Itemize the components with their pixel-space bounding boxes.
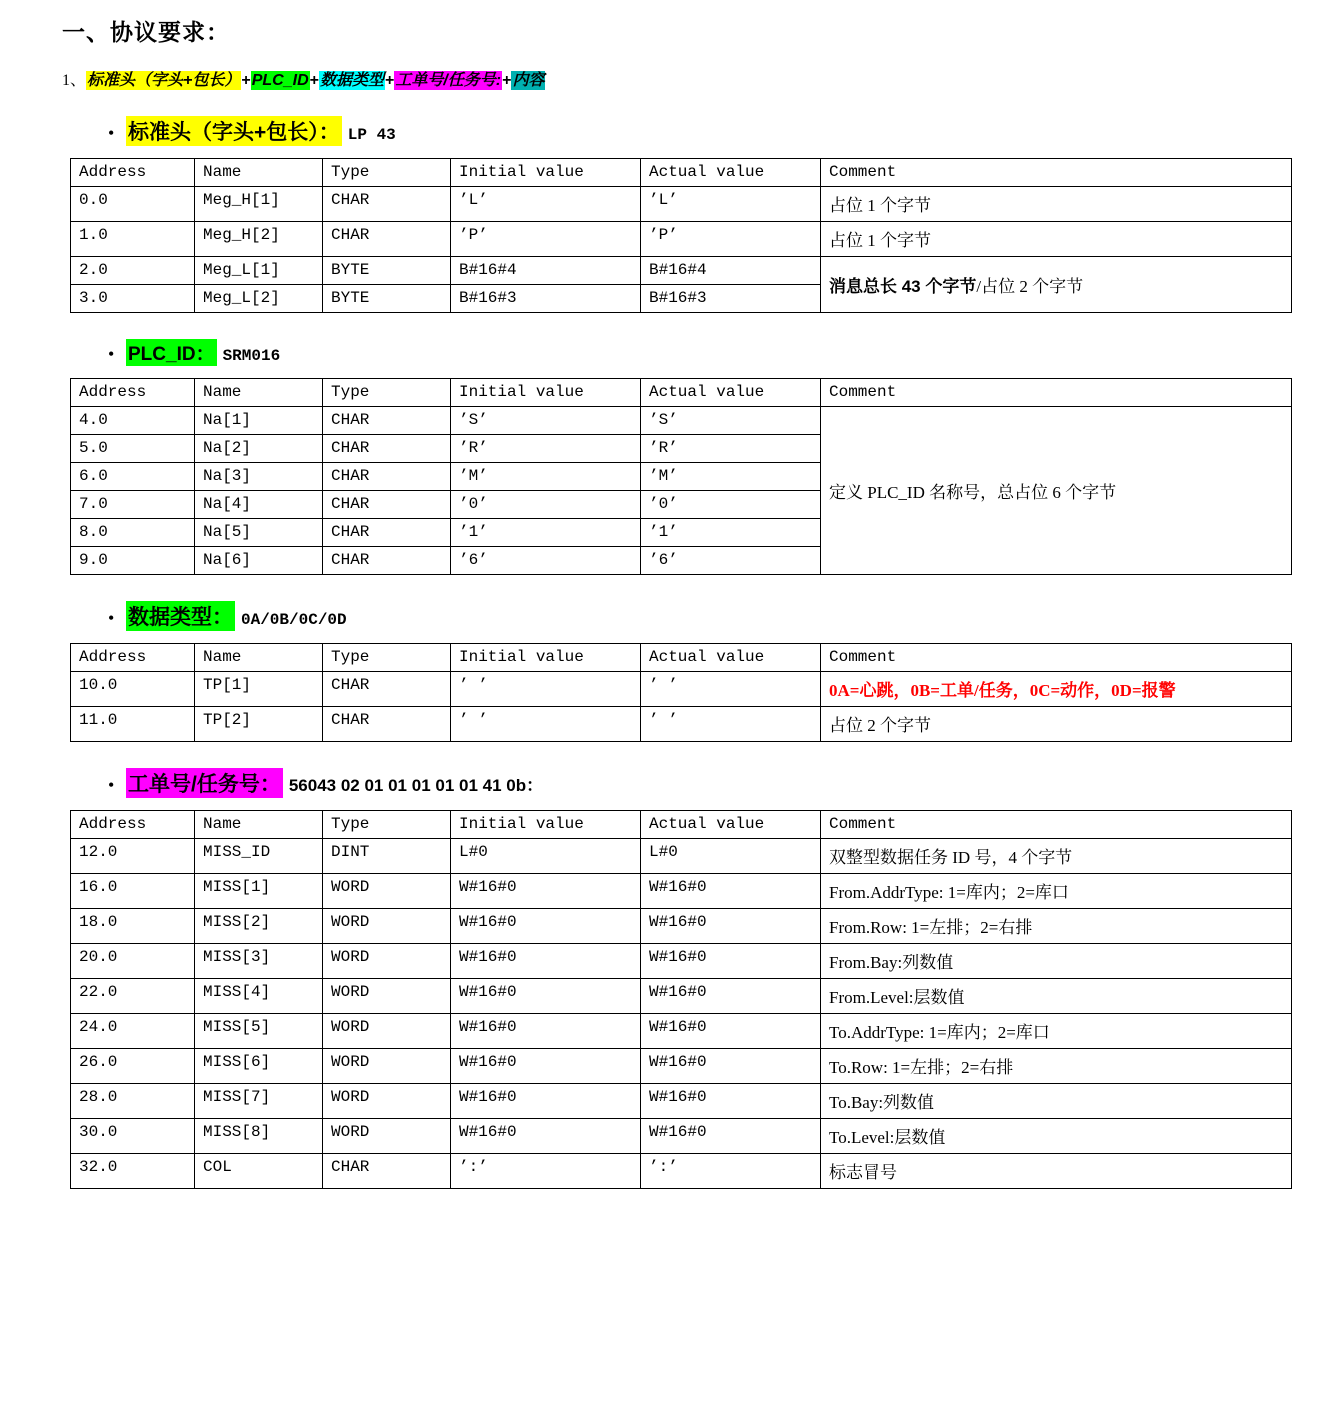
cell-comment: 占位 1 个字节 [821, 187, 1292, 222]
cell-initial-value: ’ ’ [451, 707, 641, 742]
cell-actual-value: ’M’ [641, 463, 821, 491]
cell-initial-value: ’0’ [451, 491, 641, 519]
cell-name: Meg_H[2] [195, 222, 323, 257]
section-heading [108, 116, 1292, 146]
cell-address: 8.0 [71, 519, 195, 547]
cell-name: MISS[6] [195, 1049, 323, 1084]
cell-actual-value: ’6’ [641, 547, 821, 575]
formula-parts [86, 70, 545, 89]
section-value: SRM016 [222, 347, 281, 365]
cell-address: 28.0 [71, 1084, 195, 1119]
formula-segment: 工单号/任务号: [395, 72, 502, 89]
cell-actual-value: ’1’ [641, 519, 821, 547]
column-header: Name [195, 811, 323, 839]
cell-address: 3.0 [71, 285, 195, 313]
cell-type: CHAR [323, 187, 451, 222]
column-header: Name [195, 159, 323, 187]
table-row [71, 1154, 1292, 1189]
table-row [71, 1119, 1292, 1154]
section-title: 数据类型： [126, 601, 235, 631]
table-row [71, 944, 1292, 979]
cell-name: Na[2] [195, 435, 323, 463]
cell-type: CHAR [323, 547, 451, 575]
column-header: Type [323, 379, 451, 407]
protocol-formula [62, 67, 1292, 90]
cell-type: WORD [323, 874, 451, 909]
cell-actual-value: W#16#0 [641, 874, 821, 909]
column-header: Actual value [641, 159, 821, 187]
section-title: 标准头（字头+包长）： [126, 116, 342, 146]
table-header-row [71, 379, 1292, 407]
cell-type: CHAR [323, 463, 451, 491]
cell-address: 18.0 [71, 909, 195, 944]
cell-initial-value: ’R’ [451, 435, 641, 463]
column-header: Address [71, 644, 195, 672]
column-header: Comment [821, 644, 1292, 672]
cell-actual-value: W#16#0 [641, 944, 821, 979]
cell-address: 7.0 [71, 491, 195, 519]
cell-initial-value: ’:’ [451, 1154, 641, 1189]
cell-name: MISS[1] [195, 874, 323, 909]
cell-address: 10.0 [71, 672, 195, 707]
cell-comment: To.Row: 1=左排；2=右排 [821, 1049, 1292, 1084]
table-row [71, 909, 1292, 944]
column-header: Initial value [451, 811, 641, 839]
cell-comment: 定义 PLC_ID 名称号，总占位 6 个字节 [821, 407, 1292, 575]
cell-name: MISS[5] [195, 1014, 323, 1049]
cell-type: CHAR [323, 222, 451, 257]
bullet-icon: • [108, 123, 115, 143]
cell-address: 4.0 [71, 407, 195, 435]
cell-actual-value: B#16#3 [641, 285, 821, 313]
cell-initial-value: W#16#0 [451, 944, 641, 979]
cell-name: COL [195, 1154, 323, 1189]
column-header: Name [195, 379, 323, 407]
column-header: Comment [821, 159, 1292, 187]
cell-address: 22.0 [71, 979, 195, 1014]
page-title: 一、协议要求： [62, 19, 230, 45]
cell-name: TP[2] [195, 707, 323, 742]
cell-actual-value: W#16#0 [641, 1014, 821, 1049]
formula-segment: 标准头（字头+包长） [87, 72, 241, 89]
column-header: Address [71, 159, 195, 187]
column-header: Initial value [451, 644, 641, 672]
cell-actual-value: W#16#0 [641, 979, 821, 1014]
cell-name: Meg_H[1] [195, 187, 323, 222]
cell-name: MISS[4] [195, 979, 323, 1014]
cell-actual-value: ’R’ [641, 435, 821, 463]
column-header: Actual value [641, 379, 821, 407]
section-heading [108, 601, 1292, 631]
cell-actual-value: ’P’ [641, 222, 821, 257]
cell-address: 2.0 [71, 257, 195, 285]
cell-address: 26.0 [71, 1049, 195, 1084]
column-header: Actual value [641, 811, 821, 839]
cell-type: CHAR [323, 707, 451, 742]
cell-initial-value: B#16#3 [451, 285, 641, 313]
column-header: Comment [821, 379, 1292, 407]
cell-comment: 占位 1 个字节 [821, 222, 1292, 257]
formula-segment: 数据类型 [319, 72, 384, 89]
cell-type: CHAR [323, 435, 451, 463]
formula-plus: + [309, 72, 319, 89]
formula-plus: + [241, 72, 251, 89]
cell-initial-value: ’P’ [451, 222, 641, 257]
cell-initial-value: W#16#0 [451, 979, 641, 1014]
cell-name: Na[4] [195, 491, 323, 519]
data-block-table [70, 378, 1292, 575]
cell-actual-value: ’ ’ [641, 707, 821, 742]
cell-type: CHAR [323, 1154, 451, 1189]
formula-plus: + [502, 72, 512, 89]
cell-actual-value: W#16#0 [641, 1084, 821, 1119]
table-row [71, 979, 1292, 1014]
cell-type: BYTE [323, 257, 451, 285]
sections-root [62, 116, 1292, 1189]
cell-comment: From.Row: 1=左排；2=右排 [821, 909, 1292, 944]
table-row [71, 707, 1292, 742]
formula-index: 1、 [62, 72, 87, 89]
cell-type: WORD [323, 979, 451, 1014]
cell-address: 16.0 [71, 874, 195, 909]
cell-initial-value: ’6’ [451, 547, 641, 575]
cell-comment: 标志冒号 [821, 1154, 1292, 1189]
cell-name: Na[6] [195, 547, 323, 575]
cell-name: MISS[8] [195, 1119, 323, 1154]
cell-comment: 占位 2 个字节 [821, 707, 1292, 742]
cell-name: Meg_L[2] [195, 285, 323, 313]
cell-name: MISS[3] [195, 944, 323, 979]
cell-type: WORD [323, 1049, 451, 1084]
cell-initial-value: ’S’ [451, 407, 641, 435]
table-row [71, 874, 1292, 909]
bullet-icon: • [108, 344, 115, 364]
bullet-icon: • [108, 775, 115, 795]
cell-address: 1.0 [71, 222, 195, 257]
table-row [71, 1014, 1292, 1049]
cell-comment: To.Bay:列数值 [821, 1084, 1292, 1119]
cell-type: WORD [323, 909, 451, 944]
cell-initial-value: W#16#0 [451, 1049, 641, 1084]
section-heading [108, 339, 1292, 366]
cell-initial-value: W#16#0 [451, 1119, 641, 1154]
cell-address: 11.0 [71, 707, 195, 742]
cell-address: 5.0 [71, 435, 195, 463]
bullet-icon: • [108, 608, 115, 628]
cell-address: 30.0 [71, 1119, 195, 1154]
table-row [71, 1049, 1292, 1084]
cell-name: MISS_ID [195, 839, 323, 874]
cell-initial-value: W#16#0 [451, 1084, 641, 1119]
table-row [71, 1084, 1292, 1119]
table-header-row [71, 811, 1292, 839]
column-header: Name [195, 644, 323, 672]
cell-type: CHAR [323, 672, 451, 707]
cell-address: 24.0 [71, 1014, 195, 1049]
cell-initial-value: W#16#0 [451, 1014, 641, 1049]
table-row [71, 672, 1292, 707]
cell-type: CHAR [323, 491, 451, 519]
cell-comment: From.Level:层数值 [821, 979, 1292, 1014]
table-header-row [71, 159, 1292, 187]
cell-type: DINT [323, 839, 451, 874]
cell-initial-value: W#16#0 [451, 874, 641, 909]
section-title: 工单号/任务号： [126, 768, 283, 798]
table-row [71, 187, 1292, 222]
cell-type: WORD [323, 1084, 451, 1119]
cell-comment: From.Bay:列数值 [821, 944, 1292, 979]
cell-initial-value: ’L’ [451, 187, 641, 222]
column-header: Comment [821, 811, 1292, 839]
cell-name: TP[1] [195, 672, 323, 707]
cell-initial-value: ’1’ [451, 519, 641, 547]
column-header: Type [323, 644, 451, 672]
cell-address: 9.0 [71, 547, 195, 575]
data-block-table [70, 810, 1292, 1189]
cell-type: WORD [323, 944, 451, 979]
cell-initial-value: ’M’ [451, 463, 641, 491]
formula-segment: 内容 [512, 72, 545, 89]
cell-name: MISS[7] [195, 1084, 323, 1119]
cell-actual-value: ’0’ [641, 491, 821, 519]
cell-actual-value: W#16#0 [641, 1119, 821, 1154]
column-header: Initial value [451, 159, 641, 187]
data-block-table [70, 643, 1292, 742]
table-row [71, 257, 1292, 285]
cell-type: WORD [323, 1119, 451, 1154]
cell-comment: From.AddrType: 1=库内；2=库口 [821, 874, 1292, 909]
section-value: 56043 02 01 01 01 01 01 41 0b： [288, 776, 544, 795]
cell-type: BYTE [323, 285, 451, 313]
cell-address: 12.0 [71, 839, 195, 874]
cell-initial-value: ’ ’ [451, 672, 641, 707]
section-value: 0A/0B/0C/0D [241, 611, 347, 629]
cell-comment: To.AddrType: 1=库内；2=库口 [821, 1014, 1292, 1049]
section-heading [108, 768, 1292, 798]
data-block-table [70, 158, 1292, 313]
formula-plus: + [384, 72, 395, 89]
cell-initial-value: B#16#4 [451, 257, 641, 285]
cell-initial-value: W#16#0 [451, 909, 641, 944]
cell-actual-value: ’S’ [641, 407, 821, 435]
cell-address: 20.0 [71, 944, 195, 979]
table-row [71, 222, 1292, 257]
cell-address: 6.0 [71, 463, 195, 491]
cell-address: 0.0 [71, 187, 195, 222]
cell-actual-value: L#0 [641, 839, 821, 874]
cell-comment: 0A=心跳，0B=工单/任务，0C=动作，0D=报警 [821, 672, 1292, 707]
cell-name: Na[1] [195, 407, 323, 435]
cell-comment: 消息总长 43 个字节/占位 2 个字节 [821, 257, 1292, 313]
cell-name: Na[3] [195, 463, 323, 491]
cell-name: Na[5] [195, 519, 323, 547]
formula-segment: PLC_ID [251, 72, 309, 89]
cell-address: 32.0 [71, 1154, 195, 1189]
column-header: Actual value [641, 644, 821, 672]
column-header: Initial value [451, 379, 641, 407]
cell-type: CHAR [323, 407, 451, 435]
cell-actual-value: W#16#0 [641, 909, 821, 944]
column-header: Address [71, 811, 195, 839]
cell-comment: 双整型数据任务 ID 号，4 个字节 [821, 839, 1292, 874]
table-header-row [71, 644, 1292, 672]
column-header: Address [71, 379, 195, 407]
cell-actual-value: B#16#4 [641, 257, 821, 285]
cell-actual-value: W#16#0 [641, 1049, 821, 1084]
column-header: Type [323, 811, 451, 839]
cell-name: Meg_L[1] [195, 257, 323, 285]
table-row [71, 839, 1292, 874]
section-value: LP 43 [347, 126, 396, 144]
cell-type: WORD [323, 1014, 451, 1049]
table-row [71, 407, 1292, 435]
cell-actual-value: ’L’ [641, 187, 821, 222]
cell-name: MISS[2] [195, 909, 323, 944]
column-header: Type [323, 159, 451, 187]
cell-comment: To.Level:层数值 [821, 1119, 1292, 1154]
cell-actual-value: ’ ’ [641, 672, 821, 707]
cell-type: CHAR [323, 519, 451, 547]
cell-actual-value: ’:’ [641, 1154, 821, 1189]
section-title: PLC_ID： [126, 339, 217, 366]
cell-initial-value: L#0 [451, 839, 641, 874]
